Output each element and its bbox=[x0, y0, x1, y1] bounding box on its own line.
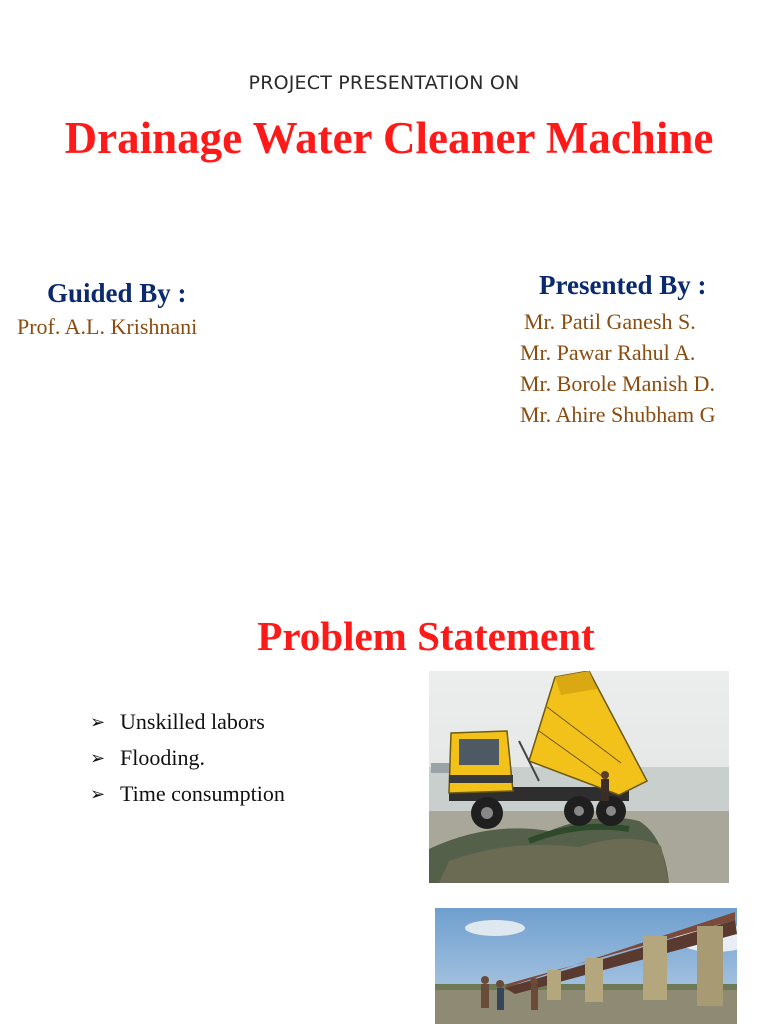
guide-name: Prof. A.L. Krishnani bbox=[17, 314, 198, 339]
list-item bbox=[90, 776, 285, 812]
presenter-name: Mr. Patil Ganesh S. bbox=[524, 309, 696, 334]
arrowhead-bullet-icon: ➢ bbox=[90, 747, 106, 768]
problem-bullet-list bbox=[90, 704, 285, 812]
bullet-text: Unskilled labors bbox=[120, 709, 265, 734]
presented-by-heading: Presented By : bbox=[539, 270, 707, 300]
problem-statement-title: Problem Statement bbox=[257, 613, 595, 659]
arrowhead-bullet-icon: ➢ bbox=[90, 783, 106, 804]
list-item bbox=[90, 704, 285, 740]
bullet-text: Flooding. bbox=[120, 745, 205, 770]
presentation-kicker: PROJECT PRESENTATION ON bbox=[248, 72, 520, 94]
presentation-title: Drainage Water Cleaner Machine bbox=[64, 113, 714, 163]
dump-truck-photo bbox=[429, 671, 729, 883]
presenter-list bbox=[520, 306, 716, 430]
bullet-text: Time consumption bbox=[120, 781, 285, 806]
presenter-name: Mr. Borole Manish D. bbox=[520, 371, 715, 396]
river-bridge-photo bbox=[435, 908, 737, 1024]
arrowhead-bullet-icon: ➢ bbox=[90, 711, 106, 732]
presenter-name: Mr. Ahire Shubham G bbox=[520, 402, 716, 427]
list-item bbox=[90, 740, 285, 776]
guided-by-heading: Guided By : bbox=[47, 278, 187, 308]
presenter-name: Mr. Pawar Rahul A. bbox=[520, 340, 696, 365]
